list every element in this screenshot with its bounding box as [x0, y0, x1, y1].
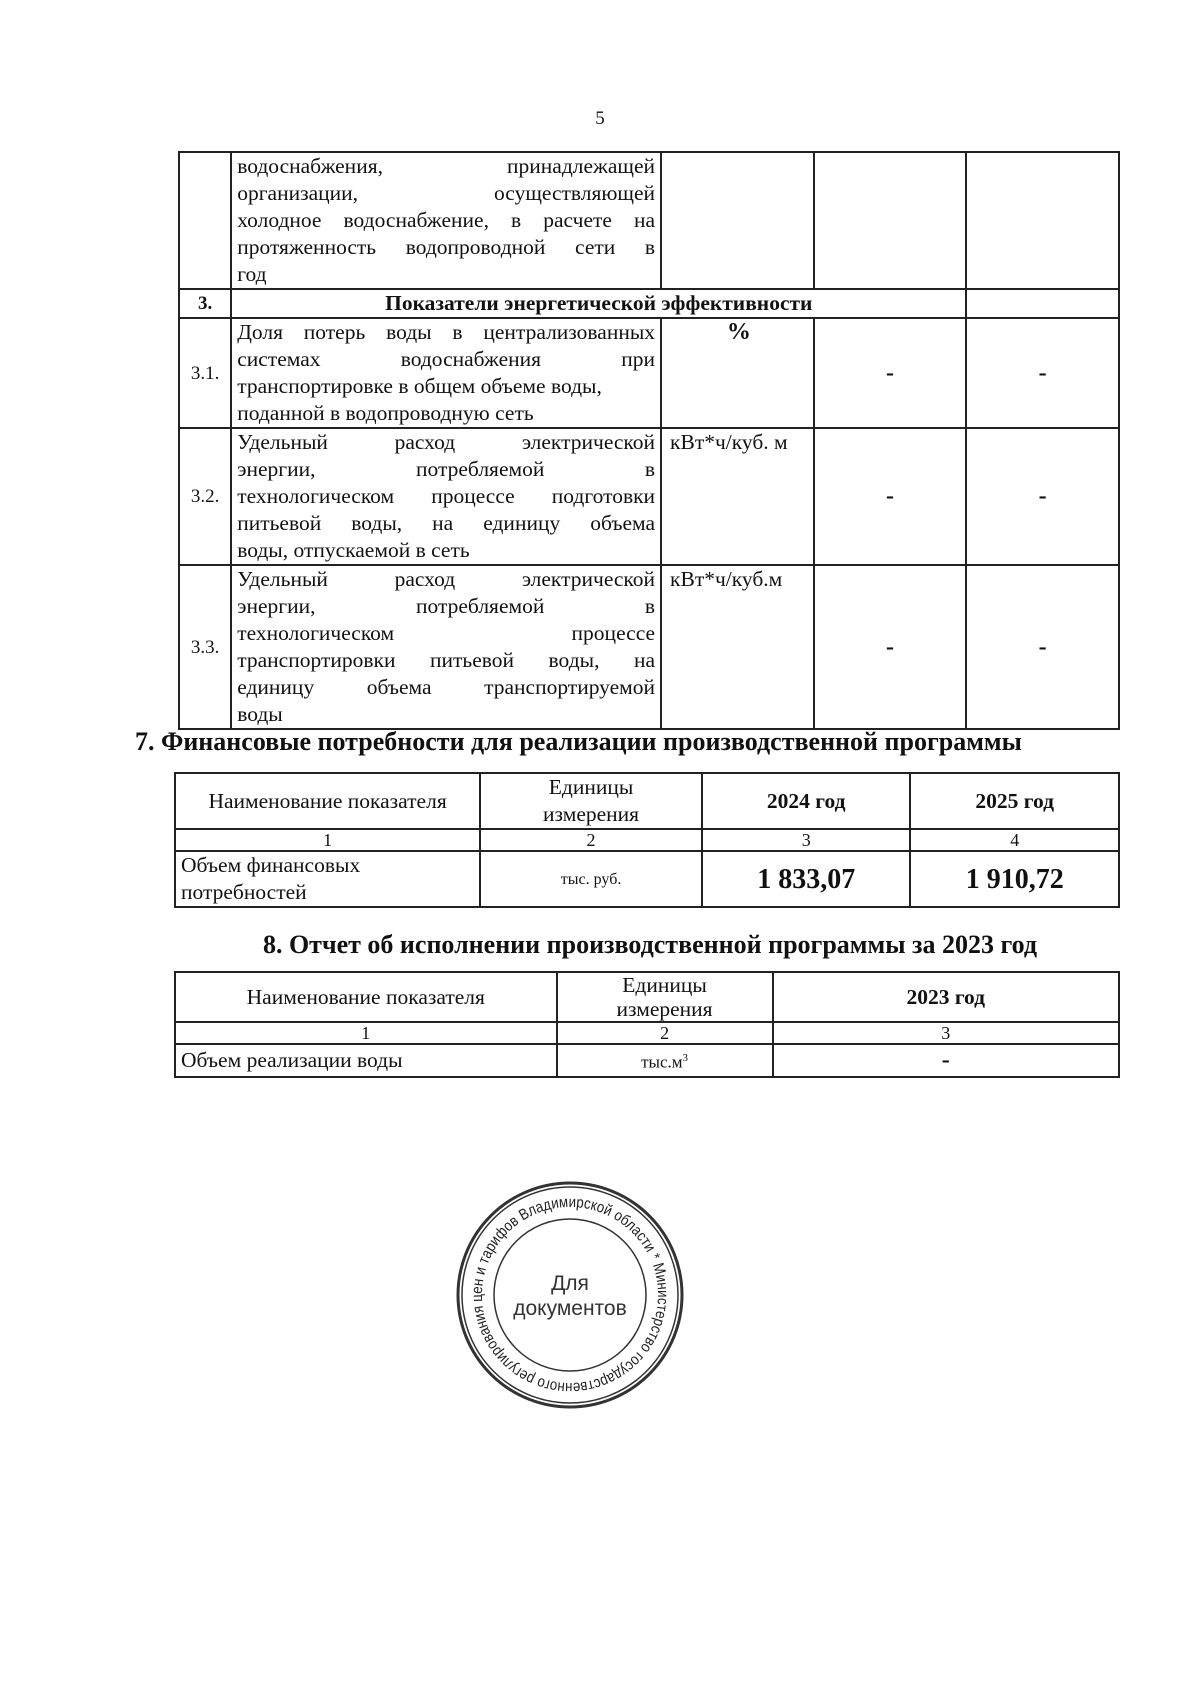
row-value-2: - — [966, 428, 1119, 565]
column-header-indicator: Наименование показателя — [175, 773, 480, 829]
table-row — [179, 428, 1119, 565]
table-row — [175, 1044, 1119, 1077]
page-number: 5 — [595, 108, 605, 129]
table-row — [179, 152, 1119, 289]
row-value-1: - — [814, 565, 967, 729]
table-row — [179, 318, 1119, 428]
row-description: Удельный расход электрической энергии, потребляемой в технологическом процессе подготовки питьевой воды, на единицу объема воды, отпускаемой в сеть — [231, 428, 661, 565]
table-header-row — [175, 773, 1119, 829]
index-row: 1 2 3 4 — [175, 829, 1119, 851]
stamp-inner-ring — [494, 1219, 646, 1371]
table-row — [179, 565, 1119, 729]
table-row — [175, 851, 1119, 907]
section-number: 3. — [179, 289, 231, 318]
row-number: 3.3. — [179, 565, 231, 729]
row-unit: кВт*ч/куб.м — [661, 565, 814, 729]
stamp-ring-text: Министерство государственного регулирования цен и тарифов Владимирской области * — [468, 1193, 672, 1397]
stamp-outer-ring — [458, 1183, 682, 1407]
row-description: Удельный расход электрической энергии, потребляемой в технологическом процессе транспортировки питьевой воды, на единицу объема транспортируемой воды — [231, 565, 661, 729]
indicator-name: Объем финансовых потребностей — [175, 851, 480, 907]
index-row: 1 2 3 — [175, 1022, 1119, 1044]
value-2023: - — [773, 1044, 1119, 1077]
unit-value: тыс. руб. — [480, 851, 702, 907]
financial-needs-table — [174, 772, 1120, 908]
section-8-heading: 8. Отчет об исполнении производственной программы за 2023 год — [262, 930, 1038, 959]
stamp-center-line-2: документов — [513, 1297, 627, 1320]
official-stamp — [455, 1180, 685, 1410]
value-2024: 1 833,07 — [702, 851, 911, 907]
row-unit: кВт*ч/куб. м — [661, 428, 814, 565]
continuation-text: водоснабжения, принадлежащей организации, осуществляющей холодное водоснабжение, в расчете на протяженность водопроводной сети в год — [231, 152, 661, 289]
performance-indicators-table — [178, 151, 1120, 730]
column-header-2023: 2023 год — [773, 972, 1119, 1022]
row-number: 3.1. — [179, 318, 231, 428]
program-report-table — [174, 971, 1120, 1078]
column-header-unit: Единицы измерения — [557, 972, 773, 1022]
row-number: 3.2. — [179, 428, 231, 565]
value-2025: 1 910,72 — [910, 851, 1119, 907]
column-header-2024: 2024 год — [702, 773, 911, 829]
section-title: Показатели энергетической эффективности — [231, 289, 966, 318]
unit-value: $тыс.м^3$ — [557, 1044, 773, 1077]
stamp-center-line-1: Для — [551, 1272, 589, 1295]
row-value-1: - — [814, 318, 967, 428]
column-header-2025: 2025 год — [910, 773, 1119, 829]
row-value-2: - — [966, 318, 1119, 428]
row-value-2: - — [966, 565, 1119, 729]
row-description: Доля потерь воды в централизованных системах водоснабжения при транспортировке в общем объеме воды, поданной в водопроводную сеть — [231, 318, 661, 428]
table-header-row — [175, 972, 1119, 1022]
column-header-unit: Единицы измерения — [480, 773, 702, 829]
section-7-heading: 7. Финансовые потребности для реализации производственной программы — [135, 727, 1022, 756]
column-header-indicator: Наименование показателя — [175, 972, 557, 1022]
section-row — [179, 289, 1119, 318]
row-value-1: - — [814, 428, 967, 565]
indicator-name: Объем реализации воды — [175, 1044, 557, 1077]
row-unit: % — [661, 318, 814, 428]
